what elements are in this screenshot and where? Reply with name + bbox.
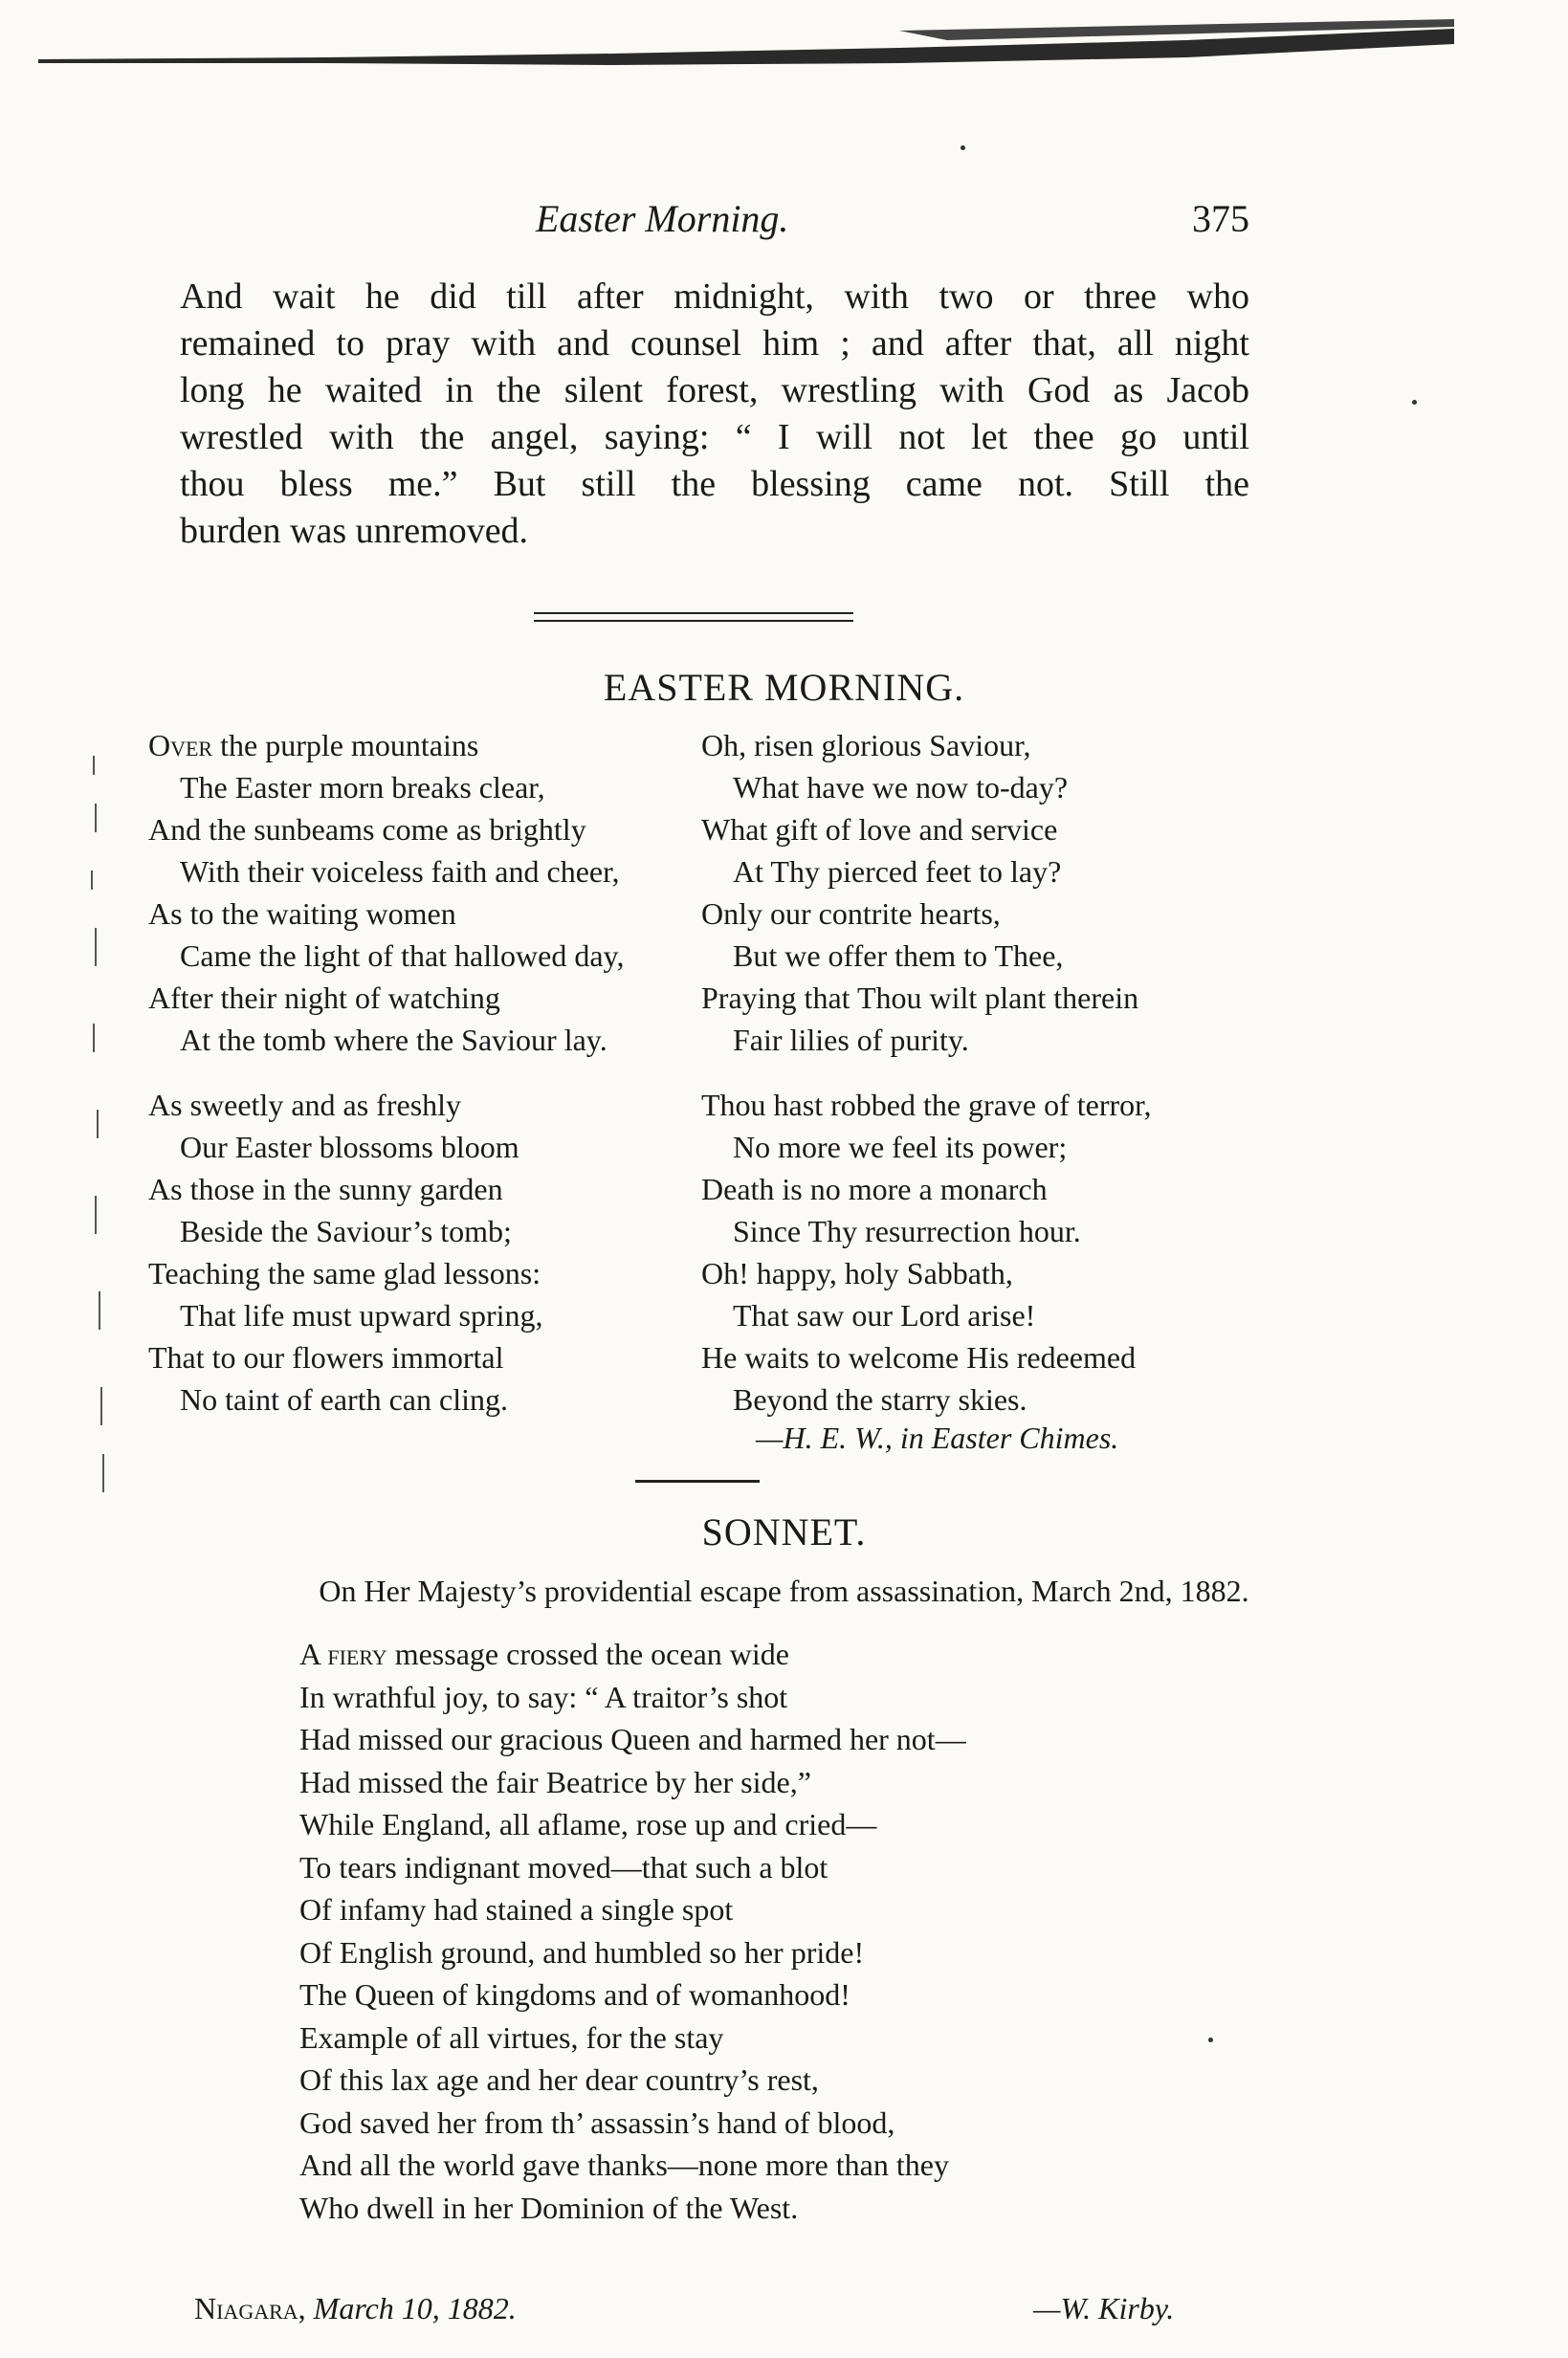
verse-line-rest: message crossed the ocean wide — [386, 1637, 789, 1671]
stray-mark — [961, 145, 965, 150]
stray-mark — [1412, 400, 1417, 405]
verse-line: Fair lilies of purity. — [733, 1023, 969, 1057]
verse-line: He waits to welcome His redeemed — [701, 1340, 1137, 1375]
poem-subtitle: On Her Majesty’s providential escape from assassination, March 2nd, 1882. — [319, 1574, 1249, 1608]
verse-line: God saved her from th’ assassin’s hand of blood, — [299, 2105, 895, 2140]
verse-line: Oh! happy, holy Sabbath, — [701, 1256, 1013, 1290]
verse-line: No taint of earth can cling. — [180, 1382, 508, 1417]
verse-line: That to our flowers immortal — [148, 1340, 504, 1375]
verse-line: What have we now to-day? — [733, 770, 1069, 804]
running-head: Easter Morning. — [536, 197, 789, 240]
stray-mark — [1208, 2038, 1213, 2042]
verse-line: And all the world gave thanks—none more than they — [299, 2148, 949, 2182]
verse-line: To tears indignant moved—that such a blot — [299, 1849, 828, 1884]
verse-line: Beyond the starry skies. — [733, 1382, 1027, 1417]
poem-title: SONNET. — [701, 1510, 867, 1554]
verse-line: Praying that Thou wilt plant therein — [701, 981, 1139, 1015]
verse-line: Teaching the same glad lessons: — [148, 1256, 541, 1290]
verse-line: As sweetly and as freshly — [148, 1088, 462, 1122]
verse-line: Only our contrite hearts, — [701, 896, 1001, 931]
verse-line: Had missed our gracious Queen and harmed her not— — [299, 1722, 966, 1756]
verse-line: Of this lax age and her dear country’s rest, — [299, 2062, 819, 2097]
stanza — [148, 724, 624, 1061]
verse-opening-word: A fiery — [299, 1637, 387, 1671]
sonnet-body — [299, 1633, 966, 2229]
signoff-date: March 10, 1882. — [305, 2291, 517, 2325]
section-divider — [635, 1480, 760, 1483]
prose-paragraph — [180, 274, 1249, 555]
verse-line: The Easter morn breaks clear, — [180, 770, 545, 804]
verse-line: Since Thy resurrection hour. — [733, 1214, 1081, 1248]
verse-line: Had missed the fair Beatrice by her side,” — [299, 1764, 811, 1799]
poem-attribution: —H. E. W., in Easter Chimes. — [756, 1421, 1119, 1455]
verse-line — [299, 1633, 966, 1676]
verse-line — [148, 724, 624, 766]
verse-line: But we offer them to Thee, — [733, 938, 1064, 973]
verse-line: Of English ground, and humbled so her pride! — [299, 1934, 865, 1970]
verse-line: In wrathful joy, to say: “ A traitor’s shot — [299, 1679, 788, 1714]
signoff-place-date — [194, 2291, 517, 2326]
verse-line: While England, all aflame, rose up and cried— — [299, 1807, 877, 1841]
verse-line: At Thy pierced feet to lay? — [733, 854, 1062, 889]
verse-line: Death is no more a monarch — [701, 1172, 1048, 1206]
prose-line: And wait he did till after midnight, with two or three who — [180, 276, 1249, 317]
verse-line: Example of all virtues, for the stay — [299, 2019, 724, 2055]
verse-line: Who dwell in her Dominion of the West. — [299, 2190, 799, 2225]
prose-line: burden was unremoved. — [180, 511, 529, 551]
stanza — [701, 724, 1138, 1061]
verse-line: At the tomb where the Saviour lay. — [180, 1023, 607, 1057]
verse-line: Of infamy had stained a single spot — [299, 1892, 734, 1927]
verse-line: Oh, risen glorious Saviour, — [701, 728, 1031, 762]
verse-line: As those in the sunny garden — [148, 1172, 503, 1206]
stanza — [148, 1084, 542, 1421]
verse-line: After their night of watching — [148, 981, 500, 1015]
verse-line: Thou hast robbed the grave of terror, — [701, 1088, 1152, 1122]
verse-line: With their voiceless faith and cheer, — [180, 854, 620, 889]
poem-title: EASTER MORNING. — [603, 666, 965, 709]
signoff-place: Niagara, — [194, 2291, 306, 2325]
verse-line: As to the waiting women — [148, 896, 456, 931]
prose-line: long he waited in the silent forest, wrestling with God as Jacob — [180, 370, 1249, 410]
section-divider — [534, 612, 853, 614]
verse-line: No more we feel its power; — [733, 1130, 1068, 1164]
verse-line: Our Easter blossoms bloom — [180, 1130, 519, 1164]
verse-line: What gift of love and service — [701, 812, 1058, 847]
scan-edge-artifact — [38, 19, 1454, 77]
page-header — [0, 196, 1568, 253]
verse-line-rest: the purple mountains — [212, 728, 479, 762]
prose-line: thou bless me.” But still the blessing came not. Still the — [180, 464, 1249, 504]
signoff-author: —W. Kirby. — [1033, 2291, 1175, 2325]
stanza — [701, 1084, 1152, 1421]
verse-line: Came the light of that hallowed day, — [180, 938, 625, 973]
margin-speckles — [84, 737, 113, 1502]
page-number: 375 — [1192, 197, 1249, 240]
section-divider — [534, 620, 853, 622]
verse-line: That saw our Lord arise! — [733, 1298, 1036, 1333]
verse-opening-word: Over — [148, 728, 213, 762]
prose-line: wrestled with the angel, saying: “ I will not let thee go until — [180, 417, 1249, 457]
verse-line: Beside the Saviour’s tomb; — [180, 1214, 512, 1248]
verse-line: That life must upward spring, — [180, 1298, 543, 1333]
verse-line: The Queen of kingdoms and of womanhood! — [299, 1977, 850, 2012]
prose-line: remained to pray with and counsel him ; and after that, all night — [180, 323, 1249, 364]
verse-line: And the sunbeams come as brightly — [148, 812, 586, 847]
